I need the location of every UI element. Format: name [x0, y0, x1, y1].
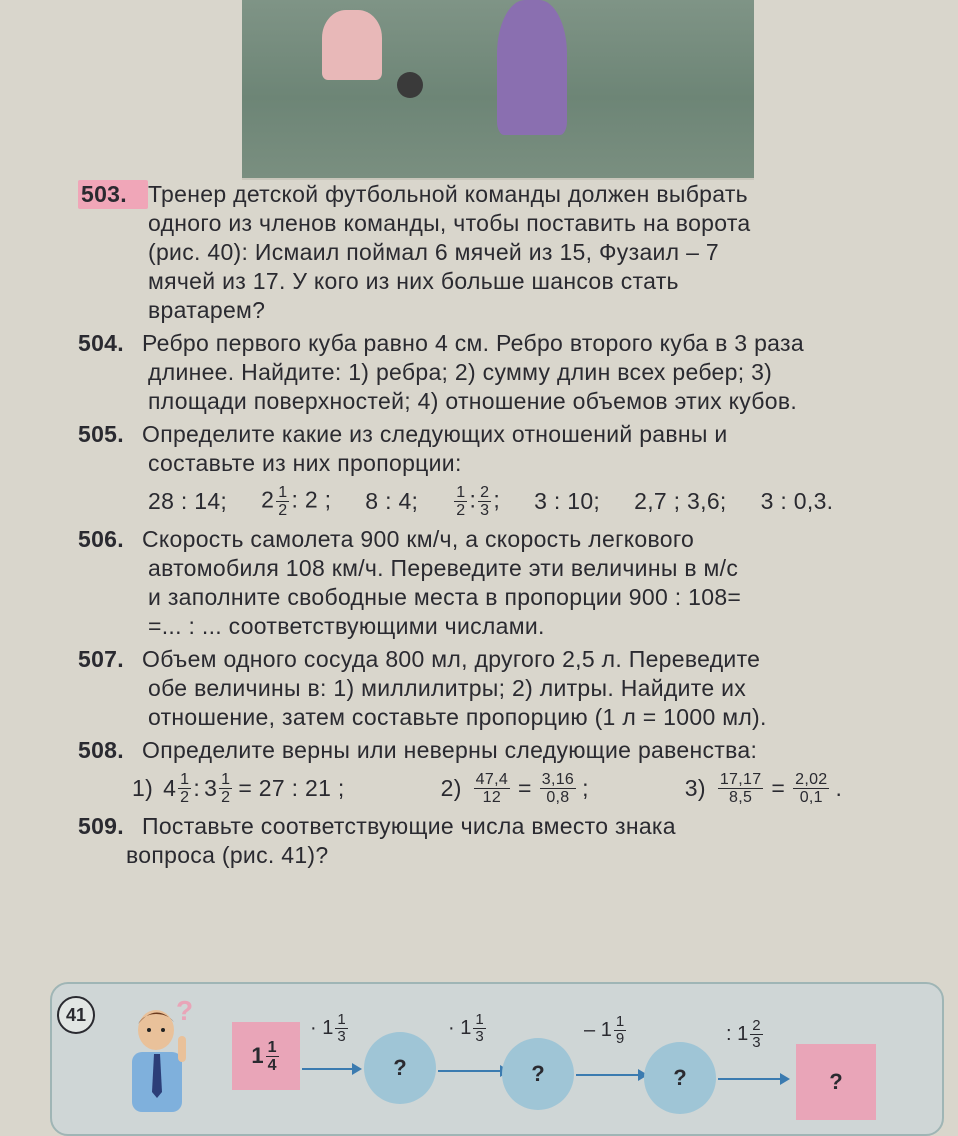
whole-part: 1: [460, 1017, 472, 1039]
task-507: [78, 645, 938, 732]
ratio-list: [78, 484, 938, 519]
numerator: 47,4: [475, 771, 509, 788]
arrow-1: [302, 1068, 360, 1070]
task-text: автомобиля 108 км/ч. Переведите эти величины в м/с: [148, 555, 739, 581]
fraction: [614, 1014, 626, 1047]
task-text: Объем одного сосуда 800 мл, другого 2,5 л. Переведите: [142, 646, 761, 672]
numerator: 1: [278, 484, 288, 501]
unknown-circle-2: [502, 1038, 574, 1110]
numerator: 1: [337, 1011, 346, 1028]
fraction: [219, 771, 232, 806]
denominator: 2: [456, 502, 466, 519]
denominator: 3: [475, 1028, 484, 1045]
whole-part: 4: [163, 775, 177, 801]
numerator: 2,02: [795, 771, 828, 788]
ratio-item: 2,7 ; 3,6;: [634, 488, 727, 514]
task-number: 509.: [78, 813, 124, 839]
task-text: Тренер детской футбольной команды должен выбрать: [148, 181, 748, 207]
player-right-figure: [497, 0, 567, 135]
task-509: [78, 812, 938, 870]
fraction: [474, 771, 510, 806]
ratio-item: [452, 484, 500, 519]
denominator: 3: [480, 502, 490, 519]
fraction: [793, 771, 829, 806]
numerator: 1: [221, 771, 231, 788]
task-508: [78, 736, 938, 806]
figure-label: 41: [57, 996, 95, 1034]
denominator: 0,1: [799, 789, 823, 806]
item-label: 1): [132, 775, 154, 801]
denominator: 0,8: [546, 789, 570, 806]
task-506: [78, 525, 938, 641]
denominator: 3: [752, 1034, 761, 1051]
ball-figure: [397, 72, 423, 98]
figure-41: [50, 982, 944, 1136]
numerator: 1: [267, 1038, 277, 1056]
ratio-sign: :: [193, 775, 201, 801]
task-list: [78, 180, 938, 874]
unknown-value: ?: [393, 1055, 407, 1080]
denominator: 8,5: [729, 789, 753, 806]
task-number: 506.: [78, 526, 124, 552]
arrow-2: [438, 1070, 508, 1072]
task-number: 503.: [78, 180, 148, 209]
unknown-value: ?: [673, 1065, 687, 1090]
operation-3: [584, 1014, 628, 1047]
equality-tail: .: [835, 775, 843, 801]
fraction: [335, 1012, 347, 1045]
denominator: 4: [267, 1056, 277, 1074]
numerator: 2: [752, 1017, 761, 1034]
arrow-3: [576, 1074, 646, 1076]
denominator: 2: [180, 789, 190, 806]
task-text: Поставьте соответствующие числа вместо знака: [142, 813, 676, 839]
ratio-item: 8 : 4;: [365, 488, 419, 514]
fraction: [454, 484, 467, 519]
operation-sign: –: [584, 1019, 596, 1041]
equals-sign: =: [771, 775, 786, 801]
task-text: (рис. 40): Исмаил поймал 6 мячей из 15, Фузаил – 7: [148, 239, 719, 265]
item-label: 2): [440, 775, 462, 801]
equality-tail: = 27 : 21 ;: [238, 775, 345, 801]
numerator: 1: [475, 1011, 484, 1028]
equals-sign: =: [518, 775, 532, 801]
start-box: [232, 1022, 300, 1090]
operation-sign: :: [726, 1023, 732, 1045]
task-text: =... : ... соответствующими числами.: [148, 613, 545, 639]
task-text: мячей из 17. У кого из них больше шансов стать: [148, 268, 679, 294]
task-number: 508.: [78, 737, 124, 763]
fraction: [540, 771, 576, 806]
whole-part: 1: [600, 1019, 612, 1041]
task-504: [78, 329, 938, 416]
task-number: 504.: [78, 330, 124, 356]
task-text: вратарем?: [148, 297, 266, 323]
fraction: [718, 771, 764, 806]
numerator: 1: [180, 771, 190, 788]
whole-part: 3: [204, 775, 218, 801]
boy-illustration: [118, 996, 208, 1130]
equality-2: [441, 771, 589, 806]
player-left-figure: [322, 10, 382, 80]
task-text: площади поверхностей; 4) отношение объемов этих кубов.: [148, 388, 798, 414]
fraction: [266, 1039, 279, 1074]
task-text: составьте из них пропорции:: [148, 450, 462, 476]
operation-4: [726, 1018, 765, 1051]
fraction: [750, 1018, 762, 1051]
unknown-value: ?: [829, 1069, 843, 1094]
unknown-circle-3: [644, 1042, 716, 1114]
item-label: 3): [684, 775, 706, 801]
ratio-item: 3 : 0,3.: [760, 488, 834, 514]
numerator: 2: [480, 484, 490, 501]
task-text: Скорость самолета 900 км/ч, а скорость легкового: [142, 526, 695, 552]
task-number: 507.: [78, 646, 124, 672]
fraction: [178, 771, 191, 806]
numerator: 3,16: [541, 771, 575, 788]
denominator: 9: [615, 1030, 625, 1047]
task-text: длинее. Найдите: 1) ребра; 2) сумму длин всех ребер; 3): [148, 359, 773, 385]
operation-sign: ·: [310, 1017, 317, 1039]
task-text: вопроса (рис. 41)?: [126, 842, 329, 868]
denominator: 2: [278, 502, 288, 519]
denominator: 12: [482, 789, 502, 806]
task-text: Ребро первого куба равно 4 см. Ребро второго куба в 3 раза: [142, 330, 804, 356]
fraction: [276, 484, 289, 519]
numerator: 1: [456, 484, 466, 501]
ratio-item: 3 : 10;: [534, 488, 601, 514]
operation-2: [448, 1012, 488, 1045]
numerator: 1: [615, 1013, 625, 1030]
arrow-4: [718, 1078, 788, 1080]
unknown-circle-1: [364, 1032, 436, 1104]
football-photo: [242, 0, 754, 180]
operation-sign: ·: [448, 1017, 455, 1039]
ratio-sign: :: [469, 486, 477, 513]
ratio-item: [261, 484, 331, 519]
task-505: [78, 420, 938, 519]
ratio-tail: ;: [493, 486, 501, 513]
whole-part: 1: [737, 1023, 749, 1045]
task-number: 505.: [78, 421, 124, 447]
whole-part: 1: [322, 1017, 334, 1039]
task-text: одного из членов команды, чтобы поставить на ворота: [148, 210, 751, 236]
task-503: [78, 180, 938, 325]
equality-tail: ;: [582, 775, 589, 801]
numerator: 17,17: [719, 771, 762, 788]
whole-part: 2: [261, 486, 275, 513]
denominator: 2: [221, 789, 231, 806]
fraction: [478, 484, 491, 519]
task-text: Определите какие из следующих отношений равны и: [142, 421, 728, 447]
task-text: отношение, затем составьте пропорцию (1 л = 1000 мл).: [148, 704, 767, 730]
equality-list: [78, 771, 938, 806]
ratio-tail: : 2 ;: [291, 486, 332, 513]
result-box: [796, 1044, 876, 1120]
equality-3: [685, 771, 842, 806]
task-text: Определите верны или неверны следующие равенства:: [142, 737, 758, 763]
denominator: 3: [337, 1028, 346, 1045]
ratio-item: 28 : 14;: [148, 488, 228, 514]
task-text: обе величины в: 1) миллилитры; 2) литры. Найдите их: [148, 675, 747, 701]
operation-1: [310, 1012, 350, 1045]
task-text: и заполните свободные места в пропорции 900 : 108=: [148, 584, 742, 610]
fraction: [473, 1012, 485, 1045]
svg-text:?: ?: [176, 996, 194, 1026]
unknown-value: ?: [531, 1061, 545, 1086]
whole-part: 1: [251, 1043, 264, 1068]
equality-1: [132, 771, 345, 806]
